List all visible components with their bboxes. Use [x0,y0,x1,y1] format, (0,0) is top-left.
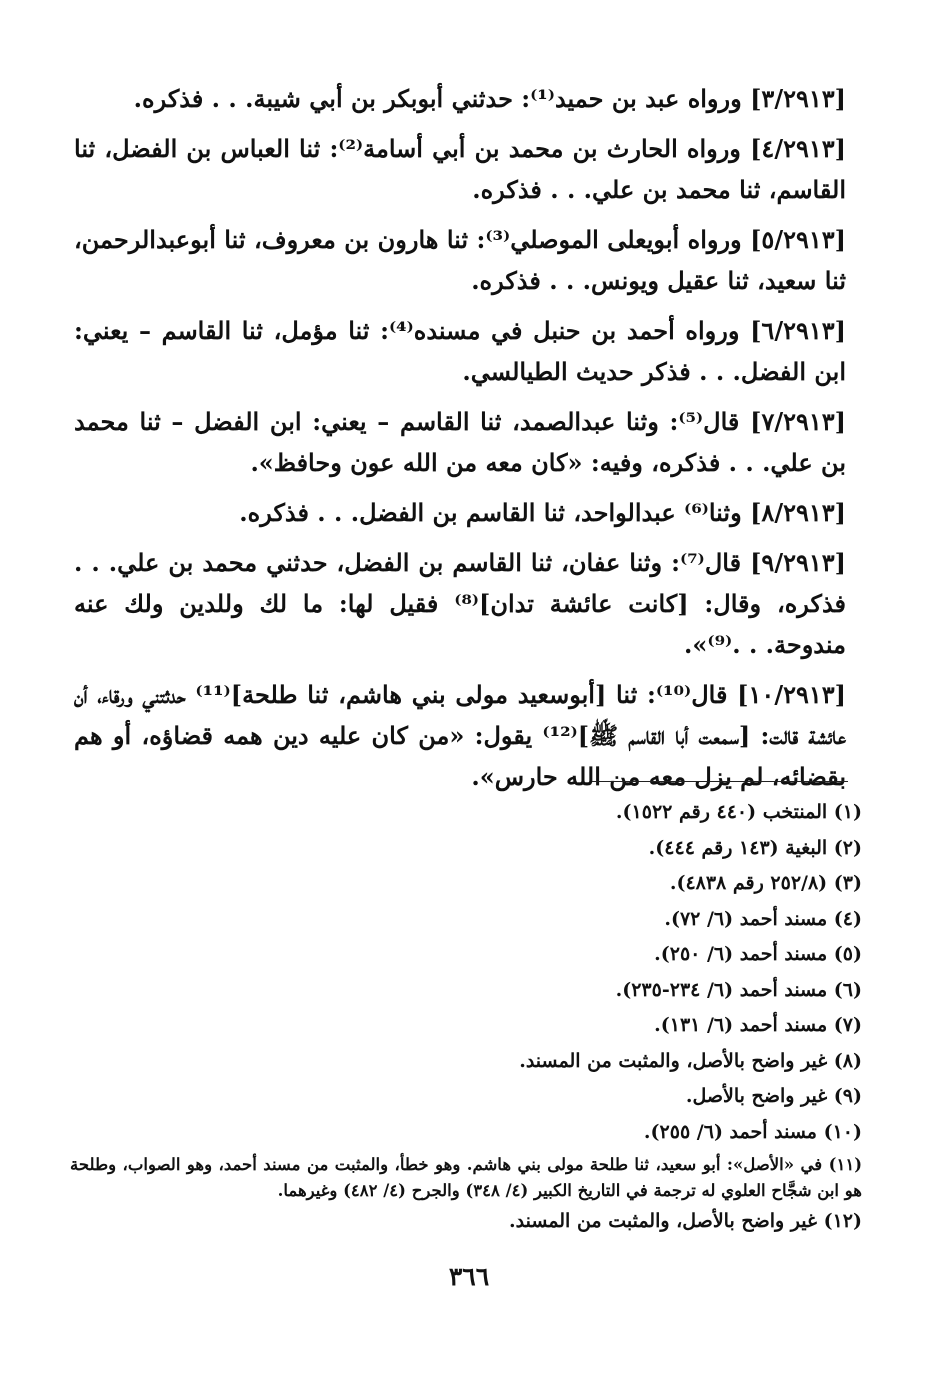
reference-number: [٤/٢٩١٣] [750,134,846,163]
main-text [74,78,846,806]
footnote: (٧) مسند أحمد (٦/ ١٣١). [654,1014,862,1036]
footnote: (٤) مسند أحمد (٦/ ٧٢). [664,907,862,930]
reference-number: [١٠/٢٩١٣] [737,680,846,709]
reference-number: [٩/٢٩١٣] [750,548,846,577]
hadith-paragraph [74,128,846,210]
footnotes [70,795,862,1240]
footnote: (١) المنتخب (٤٤٠ رقم ١٥٢٢). [615,801,862,823]
paragraph-text: قال⁽⁵⁾: وثنا عبدالصمد، ثنا القاسم – يعني: ابن الفضل – ثنا محمد بن علي. . . فذكره، وفيه: «كان معه من الله عون وحافظ». [74,407,846,477]
hadith-paragraph [74,492,846,533]
page-number: ٣٦٦ [448,1262,490,1291]
hadith-paragraph [74,310,846,392]
reference-number: [٥/٢٩١٣] [750,225,846,254]
hadith-paragraph [74,78,846,119]
hadith-paragraph [74,542,846,665]
footnote: (١٠) مسند أحمد (٦/ ٢٥٥). [643,1120,862,1143]
hadith-paragraph [74,401,846,483]
reference-number: [٧/٢٩١٣] [750,407,847,436]
footnote: (٥) مسند أحمد (٦/ ٢٥٠). [654,943,862,965]
paragraph-text: ورواه الحارث بن محمد بن أبي أسامة⁽²⁾: ثنا العباس بن الفضل، ثنا القاسم، ثنا محمد بن علي. . . فذكره. [74,134,846,204]
paragraph-text: ورواه أبويعلى الموصلي⁽³⁾: ثنا هارون بن معروف، ثنا أبوعبدالرحمن، ثنا سعيد، ثنا عقيل ويونس. . . فذكره. [74,225,846,295]
footnote-long: (١١) في «الأصل»: أبو سعيد، ثنا طلحة مولى بني هاشم. وهو خطأ، والمثبت من مسند أحمد، وهو الصواب، وطلحة هو ابن شجَّاح العلوي له ترجمة في التاريخ الكبير (٤/ ٣٤٨) والجرح (٤/ ٤٨٢) وغيرهما. [70,1155,862,1200]
paragraph-text: وثنا⁽⁶⁾ عبدالواحد، ثنا القاسم بن الفضل. . . فذكره. [239,498,742,527]
footnote: (٨) غير واضح بالأصل، والمثبت من المسند. [519,1049,862,1072]
reference-number: [٨/٢٩١٣] [750,498,846,527]
hadith-paragraph [74,674,846,797]
paragraph-text: قال⁽⁷⁾: وثنا عفان، ثنا القاسم بن الفضل، حدثني محمد بن علي. . . فذكره، وقال: [كانت عائشة تدان]⁽⁸⁾ فقيل لها: ما لك وللدين ولك عنه مندوحة. . .⁽⁹⁾». [74,548,847,659]
paragraph-text: ورواه أحمد بن حنبل في مسنده⁽⁴⁾: ثنا مؤمل، ثنا القاسم – يعني: ابن الفضل. . . فذكر حديث الطيالسي. [74,316,846,386]
paragraph-text: ورواه عبد بن حميد⁽¹⁾: حدثني أبوبكر بن أبي شيبة. . . فذكره. [133,84,742,113]
hadith-paragraph [74,219,846,301]
footnote-separator [592,781,848,782]
reference-number: [٣/٢٩١٣] [750,84,846,113]
footnote: (٦) مسند أحمد (٦/ ٢٣٤-٢٣٥). [615,978,862,1001]
footnote: (١٢) غير واضح بالأصل، والمثبت من المسند. [509,1210,862,1232]
footnote: (٢) البغية (١٤٣ رقم ٤٤٤). [648,836,862,859]
paragraph-text: قال⁽¹⁰⁾: ثنا [أبوسعيد مولى بني هاشم، ثنا طلحة]⁽¹¹⁾ حدثتني ورقاء، أن عائشة قالت: [سمعت أبا القاسم ﷺ]⁽¹²⁾ يقول: «من كان عليه دين همه قضاؤه، أو هم بقضائه، لم يزل معه من الله حارس». [74,680,847,791]
reference-number: [٦/٢٩١٣] [750,316,846,345]
footnote: (٩) غير واضح بالأصل. [685,1085,862,1107]
footnote: (٣) (٢٥٢/٨ رقم ٤٨٣٨). [669,872,862,894]
